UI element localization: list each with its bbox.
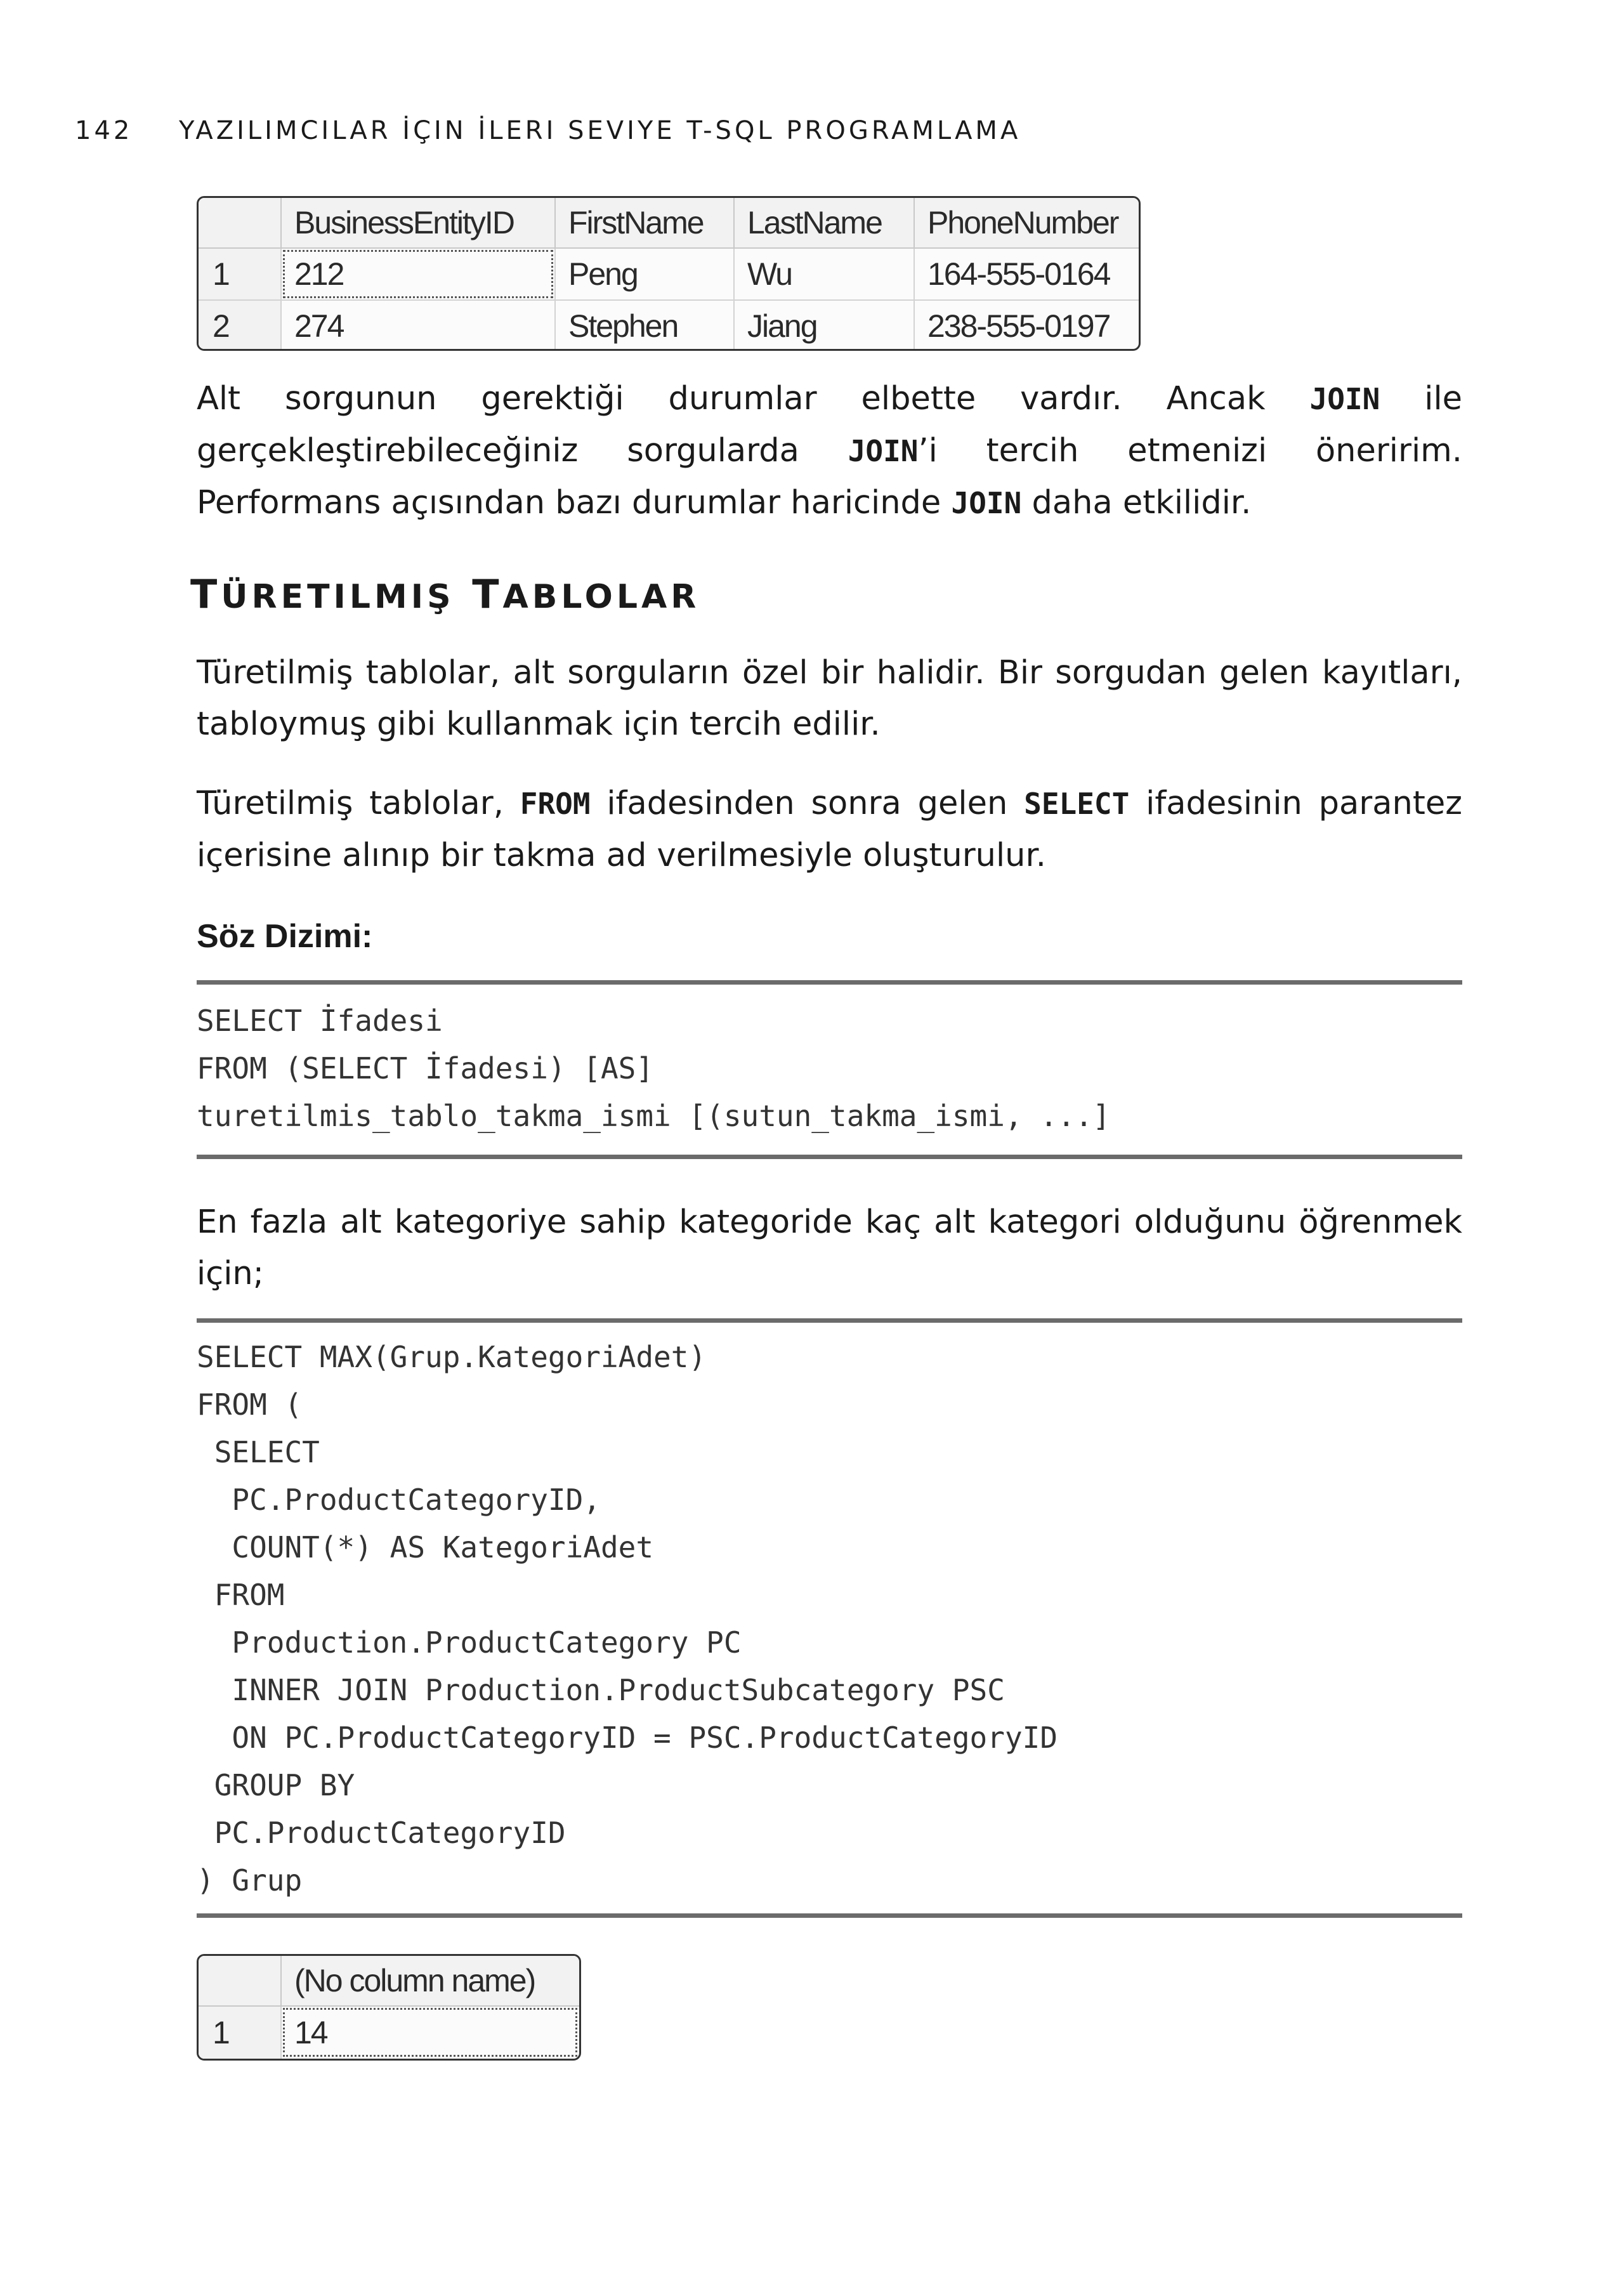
table-cell-selected[interactable]: 14 [281, 2006, 579, 2059]
table-cell[interactable]: 164-555-0164 [914, 248, 1139, 300]
running-header [75, 116, 1217, 148]
table-cell-selected[interactable]: 212 [281, 248, 555, 300]
paragraph-example-intro: En fazla alt kategoriye sahip kategoride kaç alt kategori olduğunu öğrenmek için; [197, 1203, 1462, 1292]
column-header-firstname[interactable]: FirstName [555, 198, 734, 248]
example-code-block: SELECT MAX(Grup.KategoriAdet) FROM ( SELECT PC.ProductCategoryID, COUNT(*) AS KategoriAdet FROM Production.ProductCategory PC INNER JOIN Production.ProductSubcategory PSC ON PC.ProductCategoryID = PSC.ProductCategoryID GROUP BY PC.ProductCategoryID ) Grup [197, 1340, 1058, 1898]
heading-rest: ABLOLAR [502, 578, 700, 616]
column-header-rownum [199, 198, 281, 248]
row-number[interactable]: 1 [199, 2006, 281, 2059]
table-row[interactable] [199, 300, 1139, 351]
column-header-phonenumber[interactable]: PhoneNumber [914, 198, 1139, 248]
divider [197, 980, 1462, 985]
paragraph-join-advice [197, 373, 1462, 529]
heading-initial: T [190, 571, 221, 617]
table-header-row [199, 1956, 579, 2006]
keyword-select: SELECT [1024, 787, 1130, 821]
row-number[interactable]: 1 [199, 248, 281, 300]
result-table [199, 1956, 579, 2059]
section-heading [190, 571, 700, 617]
divider [197, 1155, 1462, 1159]
heading-rest: ÜRETILMIŞ [221, 578, 455, 616]
table-cell[interactable]: 274 [281, 300, 555, 351]
divider [197, 1318, 1462, 1323]
table-cell[interactable]: Stephen [555, 300, 734, 351]
result-grid-max-count [197, 1954, 581, 2061]
result-table [199, 198, 1139, 351]
column-header-rownum [199, 1956, 281, 2006]
paragraph-text: Türetilmiş tablolar, [197, 785, 520, 822]
paragraph-derived-tables-definition [197, 778, 1462, 881]
keyword-join: JOIN [1309, 382, 1380, 416]
table-cell[interactable]: Wu [734, 248, 914, 300]
paragraph-text: ifadesinin parantez içerisine alınıp bir takma ad verilmesiyle oluşturulur. [197, 785, 1462, 874]
syntax-code-block: SELECT İfadesi FROM (SELECT İfadesi) [AS] turetilmis_tablo_takma_ismi [(sutun_takma_ismi, ...] [197, 1004, 1111, 1133]
paragraph-text: Alt sorgunun gerektiği durumlar elbette vardır. Ancak [197, 380, 1310, 417]
page-number: 142 [75, 116, 133, 145]
column-header-businessentityid[interactable]: BusinessEntityID [281, 198, 555, 248]
book-title: YAZILIMCILAR İÇIN İLERI SEVIYE T-SQL PROGRAMLAMA [179, 116, 1021, 145]
divider [197, 1913, 1462, 1918]
column-header-no-column-name[interactable]: (No column name) [281, 1956, 579, 2006]
table-cell[interactable]: 238-555-0197 [927, 308, 1110, 344]
table-row[interactable] [199, 2006, 579, 2059]
paragraph-text: ifadesinden sonra gelen [590, 785, 1025, 822]
result-grid-employees [197, 196, 1141, 351]
paragraph-text: daha etkilidir. [1021, 484, 1252, 521]
heading-initial: T [472, 571, 503, 617]
syntax-label: Söz Dizimi: [197, 918, 373, 955]
table-header-row [199, 198, 1139, 248]
paragraph-derived-tables-intro: Türetilmiş tablolar, alt sorguların özel bir halidir. Bir sorgudan gelen kayıtları, tabloymuş gibi kullanmak için tercih edilir. [197, 654, 1462, 743]
table-cell[interactable]: Peng [555, 248, 734, 300]
keyword-join: JOIN [848, 434, 919, 468]
table-row[interactable] [199, 248, 1139, 300]
keyword-from: FROM [520, 787, 591, 821]
column-header-lastname[interactable]: LastName [734, 198, 914, 248]
keyword-join: JOIN [951, 486, 1022, 520]
paragraph-text: ’i tercih etmenizi öneririm. Performans açısından bazı durumlar haricinde [197, 432, 1463, 521]
table-cell[interactable]: Jiang [734, 300, 914, 351]
row-number[interactable]: 2 [199, 300, 281, 351]
paragraph-text: ile gerçekleştirebileceğiniz sorgularda [197, 380, 1462, 469]
